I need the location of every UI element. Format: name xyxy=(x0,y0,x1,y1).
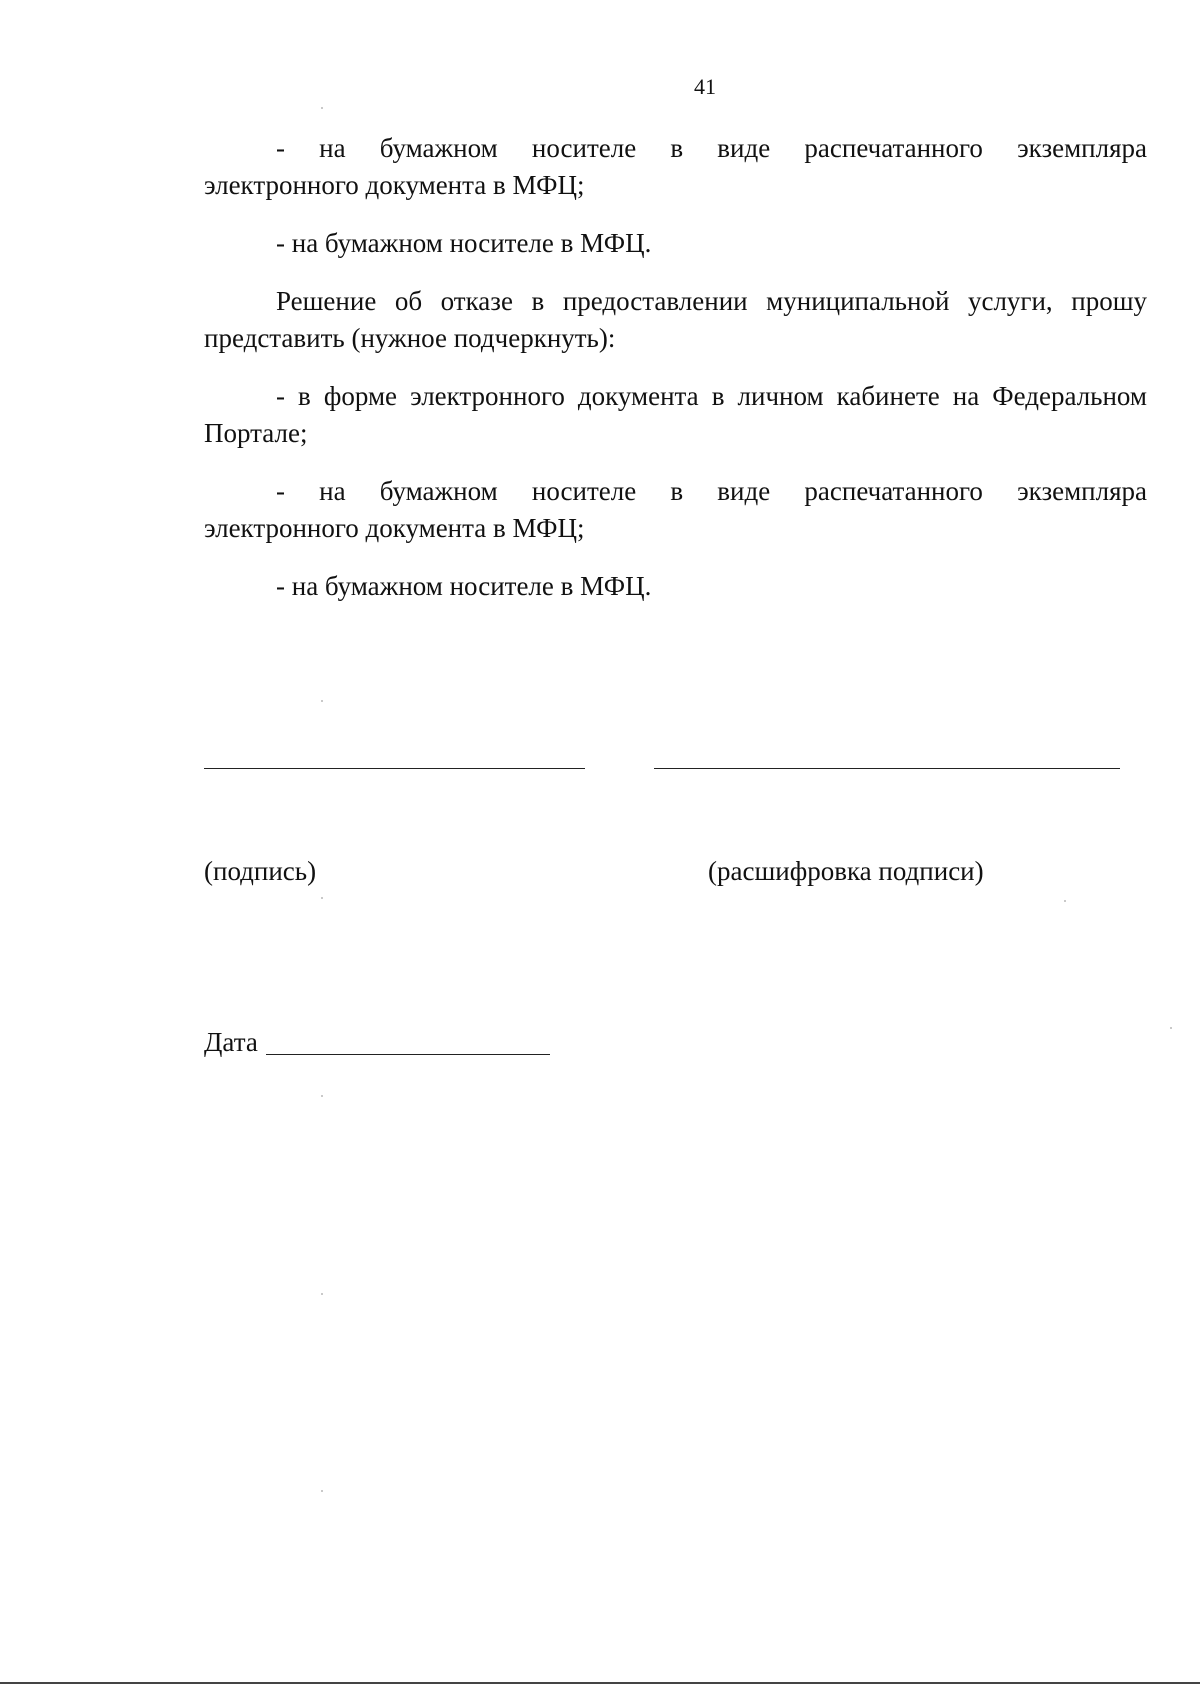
scan-speck xyxy=(321,107,323,109)
paragraph-line: - на бумажном носителе в МФЦ. xyxy=(276,228,652,258)
option-electronic-portal xyxy=(204,378,1147,452)
paragraph-line: - на бумажном носителе в виде распечатанного экземпляра xyxy=(276,476,1147,506)
signature-decoding-caption: (расшифровка подписи) xyxy=(708,856,984,886)
page-bottom-edge xyxy=(0,1682,1200,1684)
scan-speck xyxy=(321,1293,323,1295)
document-body xyxy=(204,130,1147,626)
option-paper-mfc-2 xyxy=(204,568,1147,605)
refusal-decision-heading xyxy=(204,283,1147,357)
paragraph-line: - в форме электронного документа в личном кабинете на Федеральном xyxy=(276,381,1147,411)
signature-decoding-line xyxy=(654,768,1120,769)
signature-caption: (подпись) xyxy=(204,856,317,886)
option-paper-printed-copy-2 xyxy=(204,473,1147,547)
option-paper-printed-copy-1 xyxy=(204,130,1147,204)
paragraph-line: электронного документа в МФЦ; xyxy=(204,170,585,200)
signature-line xyxy=(204,768,585,769)
paragraph-line: - на бумажном носителе в МФЦ. xyxy=(276,571,652,601)
scan-speck xyxy=(321,700,323,702)
scan-speck xyxy=(321,897,323,899)
scan-speck xyxy=(1170,1027,1172,1029)
date-line xyxy=(266,1054,550,1055)
paragraph-line: Портале; xyxy=(204,418,308,448)
option-paper-mfc-1 xyxy=(204,225,1147,262)
page-number: 41 xyxy=(694,74,716,99)
paragraph-line: Решение об отказе в предоставлении муниципальной услуги, прошу xyxy=(276,286,1147,316)
paragraph-line: электронного документа в МФЦ; xyxy=(204,513,585,543)
scan-speck xyxy=(321,1490,323,1492)
scan-speck xyxy=(321,1095,323,1097)
scan-speck xyxy=(1064,900,1066,902)
date-label: Дата xyxy=(204,1027,258,1057)
paragraph-line: - на бумажном носителе в виде распечатанного экземпляра xyxy=(276,133,1147,163)
paragraph-line: представить (нужное подчеркнуть): xyxy=(204,323,616,353)
